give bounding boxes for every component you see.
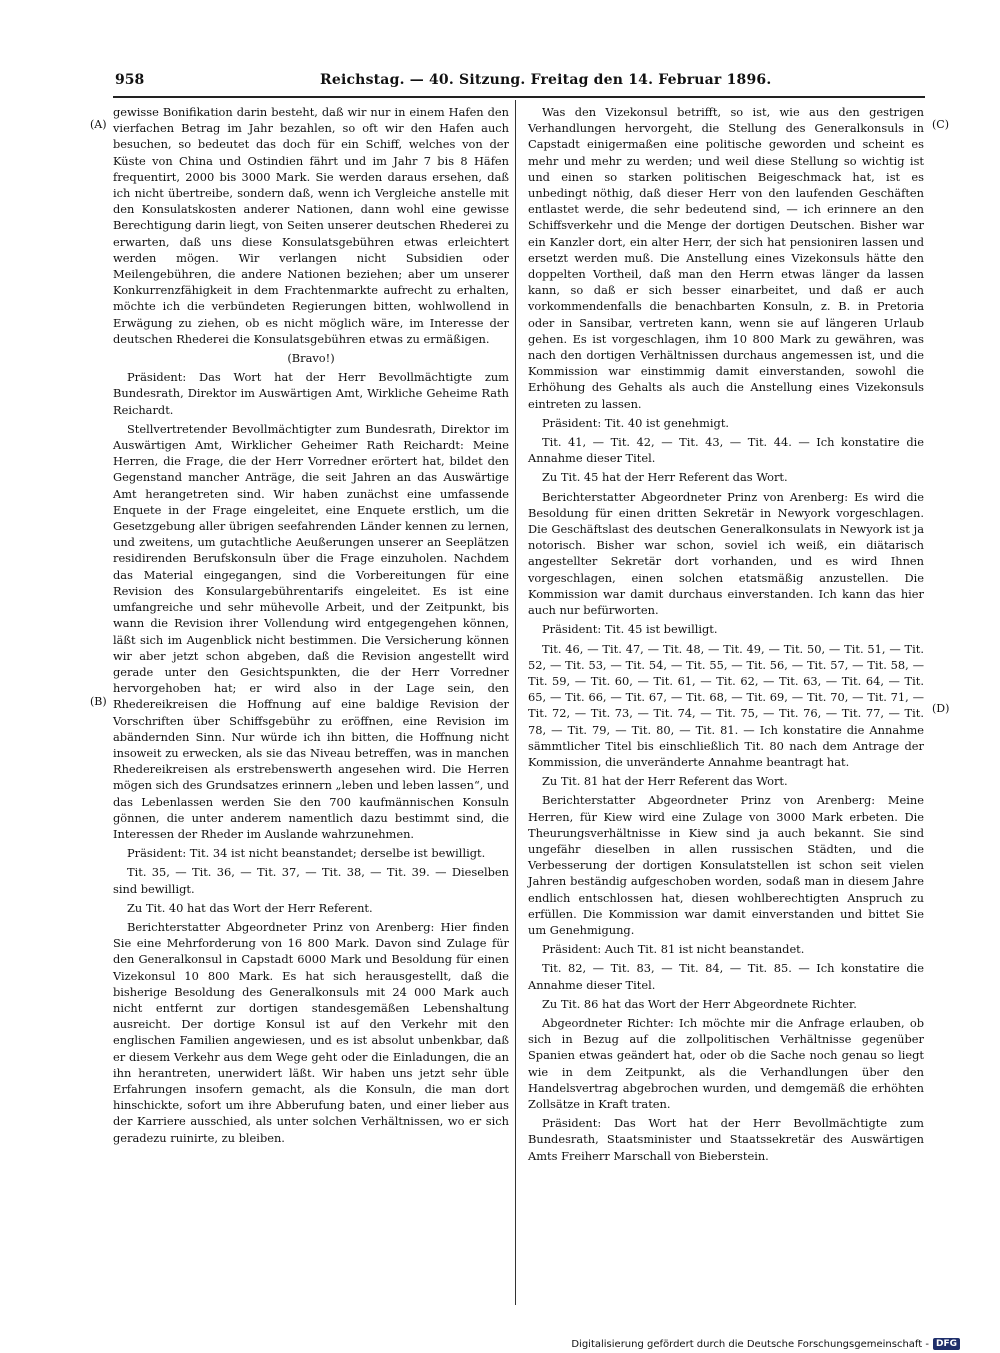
paragraph: Zu Tit. 81 hat der Herr Referent das Wort. — [542, 774, 788, 789]
paragraph: Präsident: Das Wort hat der Herr Bevollmächtigte zum Bundesrath, Direktor im Auswärtigen Amt, Wirkliche Geheime Rath Reichardt. — [113, 370, 509, 417]
paragraph: Tit. 46, — Tit. 47, — Tit. 48, — Tit. 49, — Tit. 50, — Tit. 51, — Tit. 52, — Tit. 53, — Tit. 54, — Tit. 55, — Tit. 56, — Tit. 57, — Tit. 58, — Tit. 59, — Tit. 60, — Tit. 61, — Tit. 62, — Tit. 63, — Tit. 64, — Tit. 65, — Tit. 66, — Tit. 67, — Tit. 68, — Tit. 69, — Tit. 70, — Tit. 71, — Tit. 72, — Tit. 73, — Tit. 74, — Tit. 75, — Tit. 76, — Tit. 77, — Tit. 78, — Tit. 79, — Tit. 80, — Tit. 81. — Ich konstatire die Annahme sämmtlicher Titel bis einschließlich Tit. 80 nach dem Antrage der Kommission, die unveränderte Annahme beantragt hat. — [528, 641, 924, 769]
margin-marker-a: (A) — [90, 118, 107, 131]
paragraph: Präsident: Tit. 45 ist bewilligt. — [542, 622, 718, 637]
paragraph: Präsident: Auch Tit. 81 ist nicht beanstandet. — [542, 942, 805, 957]
paragraph: Zu Tit. 40 hat das Wort der Herr Referent. — [127, 900, 373, 915]
right-column — [528, 104, 924, 1167]
margin-marker-d: (D) — [932, 702, 950, 715]
column-divider — [515, 100, 516, 1305]
paragraph: gewisse Bonifikation darin besteht, daß wir nur in einem Hafen den vierfachen Betrag im Jahr bezahlen, so oft wir den Hafen auch besuchen, so bedeutet das doch für ein Schiff, welches von der Küste von China und Ostindien fährt und im Jahr 7 bis 8 Häfen frequentirt, 2000 bis 3000 Mark. Sie werden daraus ersehen, daß ich nicht übertreibe, sondern daß, wenn ich Vergleiche anstelle mit den Konsulatskosten anderer Nationen, dann wohl eine gewisse Berechtigung darin liegt, von Seiten unserer deutschen Rhederei zu erwarten, daß uns diese Konsulatsgebühren etwas erleichtert werden mögen. Wir verlangen nicht Subsidien oder Meilengebühren, die andere Nationen beziehen; aber um unserer Konkurrenzfähigkeit in dem Frachtenmarkte aufrecht zu erhalten, möchte ich die verbündeten Regierungen bitten, wohlwollend in Erwägung zu ziehen, ob es nicht möglich wäre, im Interesse der deutschen Rhederei die Konsulatsgebühren etwas zu ermäßigen. — [113, 105, 509, 346]
paragraph: Präsident: Das Wort hat der Herr Bevollmächtigte zum Bundesrath, Staatsminister und Staatssekretär des Auswärtigen Amts Freiherr Marschall von Bieberstein. — [528, 1116, 924, 1163]
paragraph: Berichterstatter Abgeordneter Prinz von Arenberg: Hier finden Sie eine Mehrforderung von 16 800 Mark. Davon sind Zulage für den Generalkonsul in Capstadt 6000 Mark und Besoldung für einen Vizekonsul 10 800 Mark. Es hat sich herausgestellt, daß die bisherige Besoldung des Generalkonsuls mit 24 000 Mark auch nicht entfernt zur dortigen standesgemäßen Lebenshaltung ausreicht. Der dortige Konsul ist auf den Verkehr mit den englischen Familien angewiesen, und es ist absolut unbenkbar, daß er diesem Verkehr aus dem Wege geht oder die Einladungen, die an ihn herantreten, unerwidert läßt. Wir haben uns jetzt sehr üble Erfahrungen insofern gemacht, als die Konsuln, die man dort hinschickte, sofort um ihre Abberufung baten, und einer lieber aus der Karriere ausschied, als unter solchen Verhältnissen, wo er sich geradezu ruinirte, zu bleiben. — [113, 919, 509, 1145]
footer-credit — [571, 1338, 960, 1350]
footer-text: Digitalisierung gefördert durch die Deutsche Forschungsgemeinschaft - — [571, 1338, 929, 1350]
margin-marker-c: (C) — [932, 118, 949, 131]
page-header — [115, 72, 925, 94]
applause-note: (Bravo!) — [287, 351, 335, 366]
paragraph: Zu Tit. 86 hat das Wort der Herr Abgeordnete Richter. — [542, 996, 857, 1011]
dfg-logo: DFG — [933, 1338, 960, 1350]
paragraph: Tit. 82, — Tit. 83, — Tit. 84, — Tit. 85. — Ich konstatire die Annahme dieser Titel. — [528, 961, 924, 992]
margin-marker-b: (B) — [90, 695, 107, 708]
page-number: 958 — [115, 72, 145, 88]
paragraph: Berichterstatter Abgeordneter Prinz von Arenberg: Es wird die Besoldung für einen dritten Sekretär in Newyork vorgeschlagen. Die Geschäftslast des deutschen Generalkonsulats in Newyork ist ja notorisch. Bisher war schon, soviel ich weiß, ein diätarisch angestellter Sekretär dort vorhanden, und es wird Ihnen vorgeschlagen, einen solchen etatsmäßig anzustellen. Die Kommission war damit durchaus einverstanden. Ich kann das hier auch nur befürworten. — [528, 489, 924, 618]
left-column — [113, 104, 509, 1149]
paragraph: Präsident: Tit. 34 ist nicht beanstandet; derselbe ist bewilligt. — [127, 846, 486, 861]
paragraph: Berichterstatter Abgeordneter Prinz von Arenberg: Meine Herren, für Kiew wird eine Zulage von 3000 Mark erbeten. Die Theurungsverhältnisse in Kiew sind ja auch bekannt. Sie sind ungefähr dieselben in allen russischen Städten, und die Verbesserung der dortigen Konsulatstellen ist schon seit vielen Jahren beständig aufgeschoben worden, sodaß man in diesem Jahre endlich entschlossen hat, diesen wohlberechtigten Anspruch zu erfüllen. Die Kommission war damit einverstanden und bittet Sie um Genehmigung. — [528, 793, 924, 937]
paragraph: Präsident: Tit. 40 ist genehmigt. — [542, 415, 730, 430]
paragraph: Was den Vizekonsul betrifft, so ist, wie aus den gestrigen Verhandlungen hervorgeht, die Stellung des Generalkonsuls in Capstadt einigermaßen eine politische geworden und scheint es mehr und mehr zu werden; und weil diese Stellung so wichtig ist und einen so starken politischen Beigeschmack hat, ist es unbedingt nöthig, daß dieser Herr von den laufenden Geschäften entlastet werde, die sehr bedeutend sind, — ich erinnere an den Schiffsverkehr und die Menge der dortigen Deutschen. Bisher war ein Kanzler dort, ein alter Herr, der sich hat pensioniren lassen und ersetzt werden muß. Die Anstellung eines Vizekonsuls hätte den doppelten Vortheil, daß man den Herrn etwas länger da lassen kann, so daß er sich besser einarbeitet, und daß er auch vorkommendenfalls die benachbarten Konsuln, z. B. in Pretoria oder in Sansibar, vertreten kann, wenn sie auf längeren Urlaub gehen. Es ist vorgeschlagen, ihm 10 800 Mark zu gewähren, was nach den dortigen Verhältnissen durchaus angemessen ist, und die Kommission war einstimmig damit einverstanden, sowohl die Erhöhung des Gehalts als auch die Anstellung eines Vizekonsuls eintreten zu lassen. — [528, 105, 924, 411]
header-rule — [113, 96, 925, 98]
paragraph: Zu Tit. 45 hat der Herr Referent das Wort. — [542, 470, 788, 485]
running-title: Reichstag. — 40. Sitzung. Freitag den 14. Februar 1896. — [320, 72, 772, 88]
paragraph: Stellvertretender Bevollmächtigter zum Bundesrath, Direktor im Auswärtigen Amt, Wirklicher Geheimer Rath Reichardt: Meine Herren, die Frage, die der Herr Vorredner erörtert hat, bildet den Gegenstand mancher Anträge, die seit Jahren an das Auswärtige Amt herangetreten sind. Wir haben zunächst eine umfassende Enquete in der Frage eingeleitet, eine Enquete erstlich, um die Gesetzgebung aller übrigen seefahrenden Länder kennen zu lernen, und zweitens, um gutachtliche Aeußerungen unserer an Seeplätzen residirenden Berufskonsuln über die Frage einzuholen. Nachdem das Material eingegangen, sind die Vorbereitungen für eine Revision des Konsulargebührentarifs eingeleitet. Es ist eine umfangreiche und sehr mühevolle Arbeit, und der Zeitpunkt, bis wann die Revision ihrer Vollendung wird entgegengehen können, läßt sich im Augenblick nicht bestimmen. Die Versicherung können wir aber jetzt schon abgeben, daß die Revision angestellt wird gerade unter den Gesichtspunkten, die der Herr Vorredner hervorgehoben hat; er wird also in der Lage sein, den Rhedereikreisen die Hoffnung auf eine baldige Revision der Vorschriften über Schiffsgebühr zu eröffnen, eine Revision im abändernden Sinn. Nur würde ich ihn bitten, die Hoffnung nicht insoweit zu erwecken, als sie das Niveau betreffen, was in manchen Rhedereikreisen als erstrebenswerth angesehen wird. Die Herren mögen sich des Grundsatzes erinnern „leben und leben lassen“, und das Lebenlassen werden Sie den 700 kaufmännischen Konsuln gönnen, die unter anderem namentlich dazu bestimmt sind, die Interessen der Rheder im Auslande wahrzunehmen. — [113, 421, 510, 841]
paragraph: Abgeordneter Richter: Ich möchte mir die Anfrage erlauben, ob sich in Bezug auf die zollpolitischen Verhältnisse gegenüber Spanien etwas geändert hat, oder ob die Sache noch genau so liegt wie in dem Zeitpunkt, als die Verhandlungen über den Handelsvertrag abgebrochen wurden, und demgemäß die erhöhten Zollsätze in Kraft traten. — [528, 1015, 924, 1111]
paragraph: Tit. 35, — Tit. 36, — Tit. 37, — Tit. 38, — Tit. 39. — Dieselben sind bewilligt. — [113, 865, 509, 896]
paragraph: Tit. 41, — Tit. 42, — Tit. 43, — Tit. 44. — Ich konstatire die Annahme dieser Titel. — [528, 435, 924, 466]
